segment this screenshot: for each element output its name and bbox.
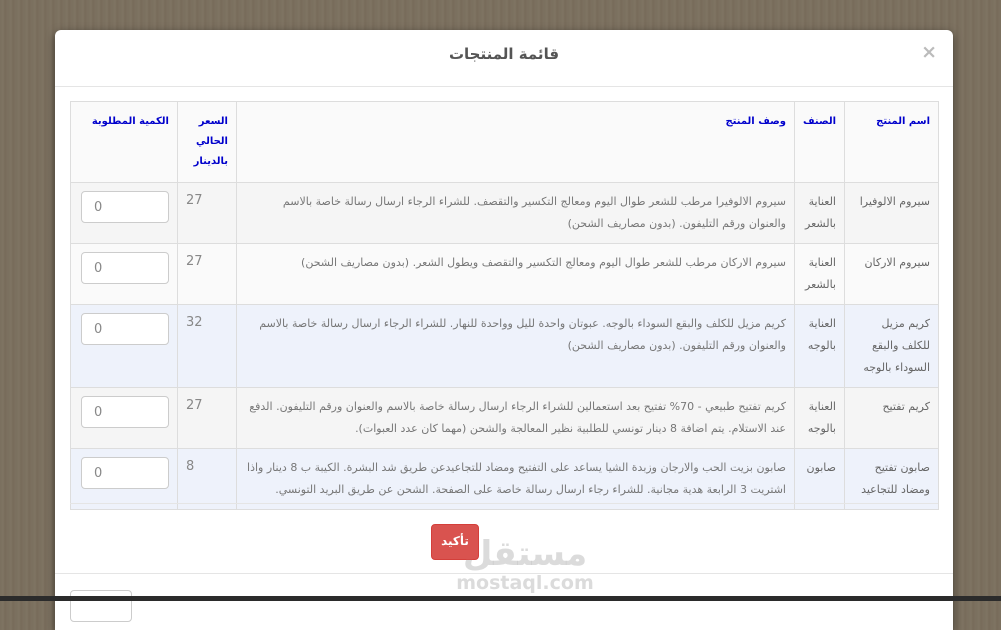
header-quantity: الكمية المطلوبة (71, 102, 178, 183)
product-price: 8 (178, 449, 237, 510)
table-row (71, 305, 939, 388)
product-category: العناية بالوجه (795, 388, 845, 449)
product-category: صابون (795, 449, 845, 510)
products-table-wrapper (70, 101, 938, 510)
table-row (71, 183, 939, 244)
product-price: 27 (178, 183, 237, 244)
quantity-cell (71, 388, 178, 449)
modal-header (55, 30, 953, 87)
table-header-row (71, 102, 939, 183)
divider (70, 503, 938, 504)
products-table (70, 101, 939, 510)
product-name: صابون تفتيح ومضاد للتجاعيد (845, 449, 939, 510)
quantity-cell (71, 449, 178, 510)
quantity-input[interactable] (81, 457, 169, 489)
watermark-latin: mostaql.com (456, 572, 594, 594)
products-modal (55, 30, 953, 630)
product-category: العناية بالشعر (795, 244, 845, 305)
product-description: سيروم الالوفيرا مرطب للشعر طوال اليوم ومعالج التكسير والتقصف. للشراء الرجاء ارسال رسالة خاصة بالاسم والعنوان ورقم التليفون. (بدون مصاريف الشحن) (237, 183, 795, 244)
quantity-cell (71, 305, 178, 388)
quantity-input[interactable] (81, 396, 169, 428)
close-icon[interactable]: × (921, 41, 937, 63)
table-row (71, 449, 939, 510)
product-description: سيروم الاركان مرطب للشعر طوال اليوم ومعالج التكسير والتقصف ويطول الشعر. (بدون مصاريف الشحن) (237, 244, 795, 305)
product-description: صابون بزيت الحب والارجان وزبدة الشيا يساعد على التفتيح ومضاد للتجاعيدعن طريق شد البشرة. الكيبة ب 8 دينار واذا اشتريت 3 الرابعة هدية مجانية. للشراء رجاء ارسال رسالة خاصة على الصفحة. الشحن عن طريق البريد التونسي. (237, 449, 795, 510)
product-name: كريم تفتيح (845, 388, 939, 449)
header-product-name: اسم المنتج (845, 102, 939, 183)
footer-button-partial[interactable] (70, 590, 132, 622)
product-category: العناية بالشعر (795, 183, 845, 244)
quantity-cell (71, 183, 178, 244)
product-name: سيروم الاركان (845, 244, 939, 305)
confirm-button[interactable]: تأكيد (431, 524, 479, 560)
watermark-arabic: مستقل (462, 534, 588, 574)
product-price: 32 (178, 305, 237, 388)
header-price: السعر الحالي بالدينار (178, 102, 237, 183)
table-row (71, 244, 939, 305)
table-row (71, 388, 939, 449)
header-category: الصنف (795, 102, 845, 183)
product-description: كريم مزيل للكلف والبقع السوداء بالوجه. عبوتان واحدة لليل وواحدة للنهار. للشراء الرجاء ارسال رسالة خاصة بالاسم والعنوان ورقم التليفون. (بدون مصاريف الشحن) (237, 305, 795, 388)
quantity-cell (71, 244, 178, 305)
bottom-bar (0, 596, 1001, 601)
modal-title: قائمة المنتجات (448, 45, 560, 63)
header-description: وصف المنتج (237, 102, 795, 183)
divider (55, 573, 953, 574)
quantity-input[interactable] (81, 313, 169, 345)
quantity-input[interactable] (81, 191, 169, 223)
product-price: 27 (178, 244, 237, 305)
product-name: سيروم الالوفيرا (845, 183, 939, 244)
product-category: العناية بالوجه (795, 305, 845, 388)
product-name: كريم مزيل للكلف والبقع السوداء بالوجه (845, 305, 939, 388)
product-price: 27 (178, 388, 237, 449)
product-description: كريم تفتيح طبيعي - 70% تفتيح بعد استعمالين للشراء الرجاء ارسال رسالة خاصة بالاسم والعنوان ورقم التليفون. الدفع عند الاستلام. يتم اضافة 8 دينار تونسي للطلبية نظير المعالجة والشحن (مهما كان عدد العبوات). (237, 388, 795, 449)
quantity-input[interactable] (81, 252, 169, 284)
